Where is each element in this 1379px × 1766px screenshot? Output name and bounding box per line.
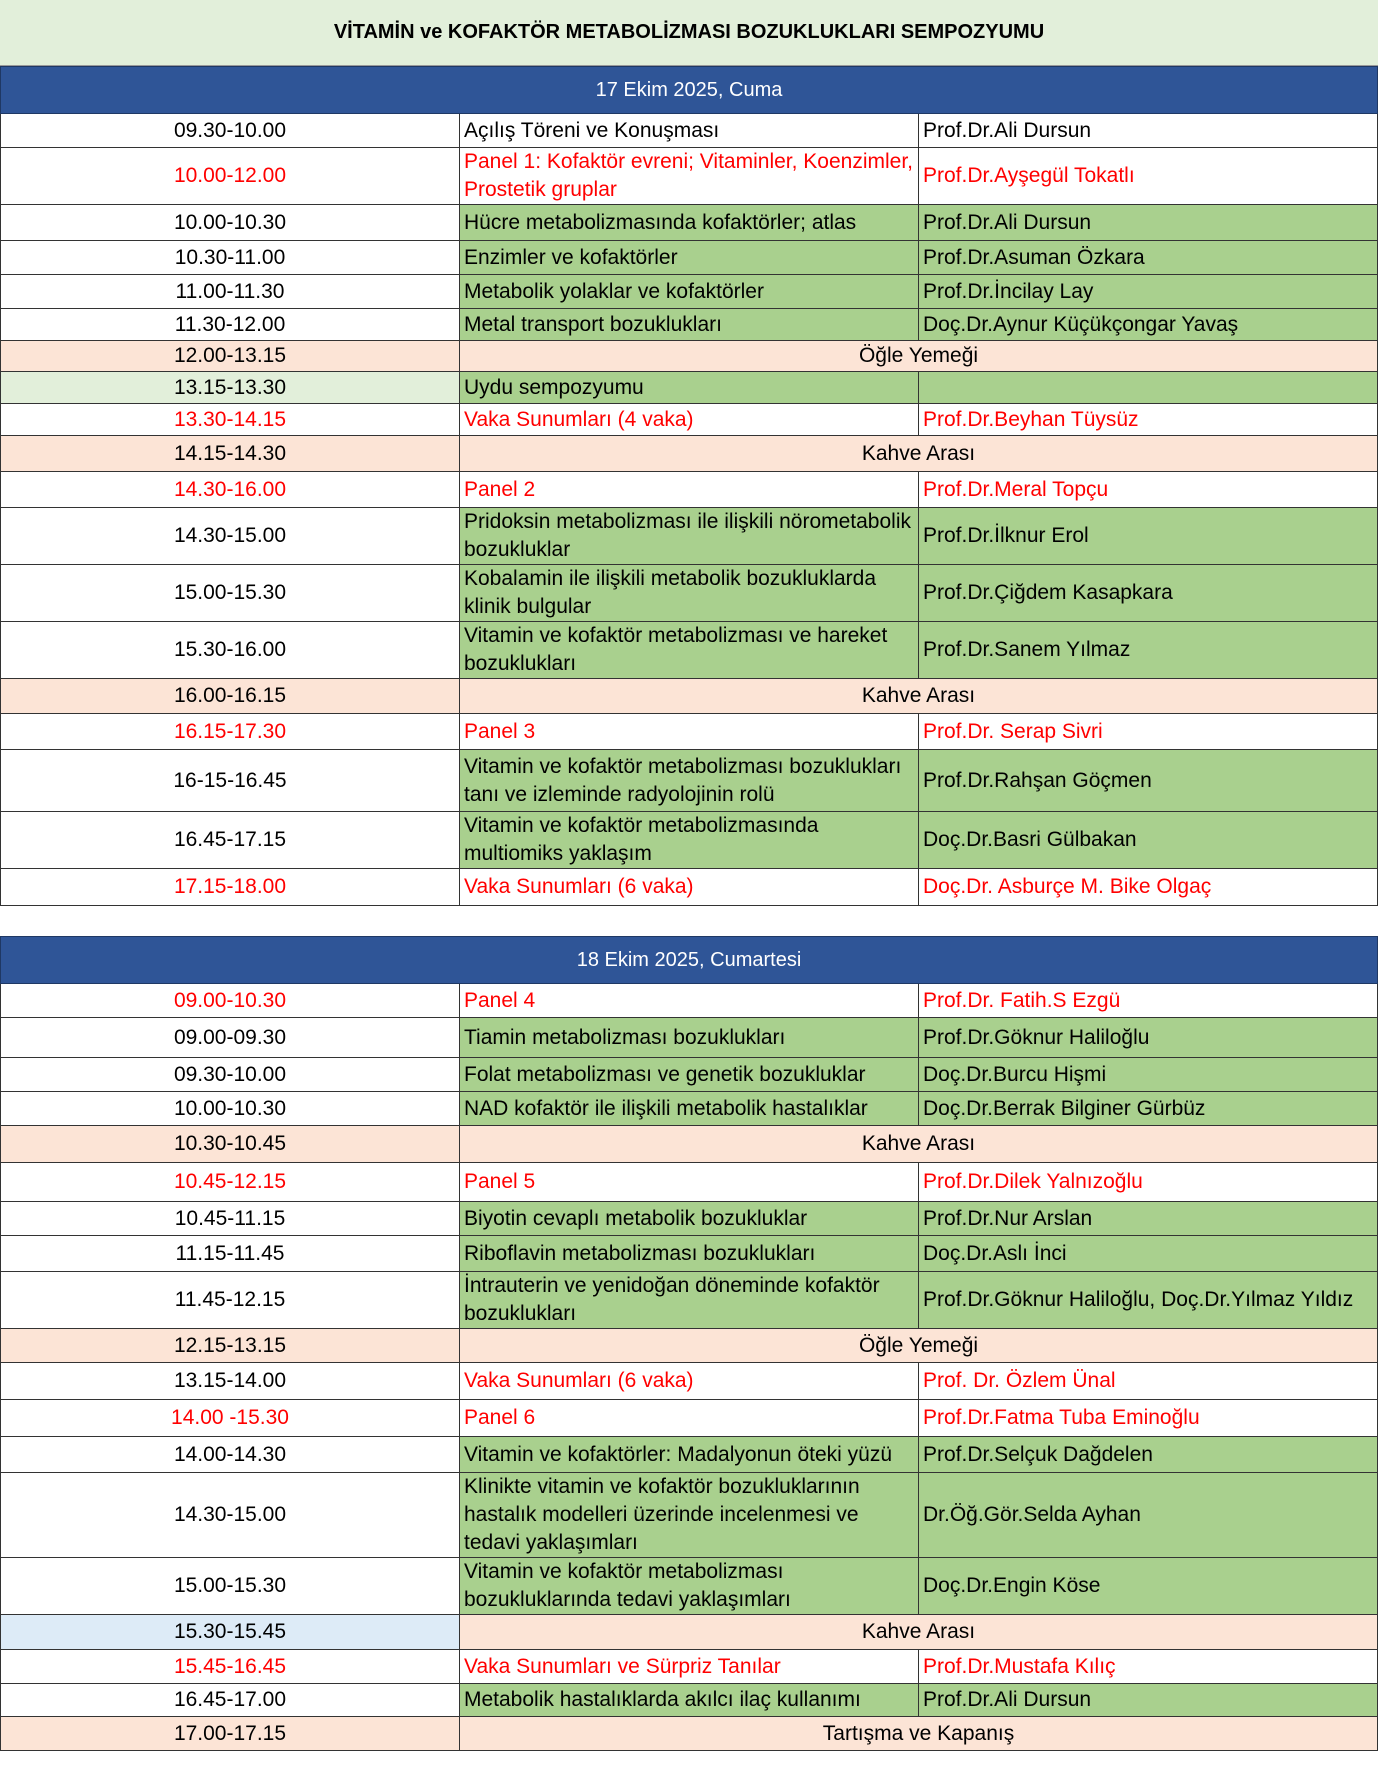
session-time: 12.15-13.15 xyxy=(1,1329,460,1363)
session-speaker: Prof. Dr. Özlem Ünal xyxy=(919,1363,1378,1400)
session-topic: Hücre metabolizmasında kofaktörler; atlas xyxy=(460,205,919,241)
session-speaker: Prof.Dr.Ayşegül Tokatlı xyxy=(919,148,1378,205)
session-speaker: Prof.Dr.Mustafa Kılıç xyxy=(919,1650,1378,1684)
session-time: 16.00-16.15 xyxy=(1,679,460,714)
session-time: 13.30-14.15 xyxy=(1,404,460,436)
session-time: 11.30-12.00 xyxy=(1,309,460,341)
session-topic: Panel 6 xyxy=(460,1400,919,1437)
session-row xyxy=(1,114,1378,148)
panel-row xyxy=(1,869,1378,906)
session-time: 15.30-16.00 xyxy=(1,622,460,679)
session-topic: Vitamin ve kofaktör metabolizmasında multiomiks yaklaşım xyxy=(460,812,919,869)
session-speaker: Prof.Dr.Dilek Yalnızoğlu xyxy=(919,1163,1378,1202)
session-speaker: Prof.Dr. Serap Sivri xyxy=(919,714,1378,750)
session-time: 15.00-15.30 xyxy=(1,565,460,622)
panel-row xyxy=(1,472,1378,508)
day-gap xyxy=(0,906,1379,936)
session-time: 16.45-17.15 xyxy=(1,812,460,869)
session-row xyxy=(1,1437,1378,1473)
day-schedule-table xyxy=(0,66,1378,906)
session-time: 10.30-11.00 xyxy=(1,241,460,275)
session-speaker: Prof.Dr.Göknur Haliloğlu xyxy=(919,1018,1378,1058)
symposium-title: VİTAMİN ve KOFAKTÖR METABOLİZMASI BOZUKLUKLARI SEMPOZYUMU xyxy=(0,0,1378,66)
session-topic: Panel 4 xyxy=(460,984,919,1018)
break-row xyxy=(1,1615,1378,1650)
session-speaker: Prof.Dr.Selçuk Dağdelen xyxy=(919,1437,1378,1473)
session-time: 16.45-17.00 xyxy=(1,1684,460,1717)
session-time: 10.00-10.30 xyxy=(1,1092,460,1126)
session-time: 09.00-10.30 xyxy=(1,984,460,1018)
break-row xyxy=(1,1329,1378,1363)
session-topic: Metal transport bozuklukları xyxy=(460,309,919,341)
session-topic: Metabolik hastalıklarda akılcı ilaç kullanımı xyxy=(460,1684,919,1717)
session-topic: Açılış Töreni ve Konuşması xyxy=(460,114,919,148)
break-row xyxy=(1,436,1378,472)
session-time: 17.15-18.00 xyxy=(1,869,460,906)
session-topic: Vaka Sunumları (6 vaka) xyxy=(460,1363,919,1400)
session-topic: Vitamin ve kofaktör metabolizması bozukluklarında tedavi yaklaşımları xyxy=(460,1558,919,1615)
session-time: 10.00-12.00 xyxy=(1,148,460,205)
session-speaker: Prof.Dr.Rahşan Göçmen xyxy=(919,750,1378,812)
session-time: 15.00-15.30 xyxy=(1,1558,460,1615)
session-topic: Panel 2 xyxy=(460,472,919,508)
session-time: 09.30-10.00 xyxy=(1,114,460,148)
session-row xyxy=(1,1473,1378,1558)
session-speaker: Doç.Dr.Berrak Bilginer Gürbüz xyxy=(919,1092,1378,1126)
session-speaker: Dr.Öğ.Gör.Selda Ayhan xyxy=(919,1473,1378,1558)
session-time: 15.30-15.45 xyxy=(1,1615,460,1650)
session-time: 09.00-09.30 xyxy=(1,1018,460,1058)
session-topic: Biyotin cevaplı metabolik bozukluklar xyxy=(460,1202,919,1236)
session-speaker: Doç.Dr. Asburçe M. Bike Olgaç xyxy=(919,869,1378,906)
day-header-row xyxy=(1,937,1378,984)
session-speaker: Prof.Dr.İncilay Lay xyxy=(919,275,1378,309)
session-topic: Vitamin ve kofaktör metabolizması bozuklukları tanı ve izleminde radyolojinin rolü xyxy=(460,750,919,812)
session-time: 11.15-11.45 xyxy=(1,1236,460,1272)
session-time: 11.45-12.15 xyxy=(1,1272,460,1329)
session-row xyxy=(1,1236,1378,1272)
session-row xyxy=(1,508,1378,565)
break-row xyxy=(1,1126,1378,1163)
session-time: 10.45-11.15 xyxy=(1,1202,460,1236)
session-time: 17.00-17.15 xyxy=(1,1717,460,1751)
panel-row xyxy=(1,984,1378,1018)
session-row xyxy=(1,622,1378,679)
session-topic: Vaka Sunumları ve Sürpriz Tanılar xyxy=(460,1650,919,1684)
schedule-container xyxy=(0,66,1379,1751)
session-speaker: Prof.Dr.Ali Dursun xyxy=(919,1684,1378,1717)
session-topic: NAD kofaktör ile ilişkili metabolik hastalıklar xyxy=(460,1092,919,1126)
session-speaker: Prof.Dr.Sanem Yılmaz xyxy=(919,622,1378,679)
session-row xyxy=(1,372,1378,404)
session-row xyxy=(1,1558,1378,1615)
day-header: 17 Ekim 2025, Cuma xyxy=(1,67,1378,114)
session-speaker: Prof.Dr. Fatih.S Ezgü xyxy=(919,984,1378,1018)
session-row xyxy=(1,1363,1378,1400)
session-time: 11.00-11.30 xyxy=(1,275,460,309)
session-speaker: Prof.Dr.Ali Dursun xyxy=(919,205,1378,241)
session-row xyxy=(1,1058,1378,1092)
session-topic: Pridoksin metabolizması ile ilişkili nörometabolik bozukluklar xyxy=(460,508,919,565)
day-schedule-table xyxy=(0,936,1378,1751)
session-time: 16.15-17.30 xyxy=(1,714,460,750)
session-speaker: Doç.Dr.Burcu Hişmi xyxy=(919,1058,1378,1092)
session-topic: Vitamin ve kofaktörler: Madalyonun öteki yüzü xyxy=(460,1437,919,1473)
session-speaker: Prof.Dr.Asuman Özkara xyxy=(919,241,1378,275)
session-speaker: Doç.Dr.Aslı İnci xyxy=(919,1236,1378,1272)
session-speaker: Prof.Dr.Fatma Tuba Eminoğlu xyxy=(919,1400,1378,1437)
session-time: 10.00-10.30 xyxy=(1,205,460,241)
session-topic: Folat metabolizması ve genetik bozukluklar xyxy=(460,1058,919,1092)
session-topic: İntrauterin ve yenidoğan döneminde kofaktör bozuklukları xyxy=(460,1272,919,1329)
session-time: 14.30-15.00 xyxy=(1,1473,460,1558)
session-topic: Vitamin ve kofaktör metabolizması ve hareket bozuklukları xyxy=(460,622,919,679)
session-topic: Klinikte vitamin ve kofaktör bozukluklarının hastalık modelleri üzerinde incelenmesi ve tedavi yaklaşımları xyxy=(460,1473,919,1558)
session-time: 14.30-16.00 xyxy=(1,472,460,508)
session-time: 12.00-13.15 xyxy=(1,341,460,372)
session-time: 14.30-15.00 xyxy=(1,508,460,565)
session-speaker: Doç.Dr.Aynur Küçükçongar Yavaş xyxy=(919,309,1378,341)
session-speaker: Prof.Dr.Göknur Haliloğlu, Doç.Dr.Yılmaz Yıldız xyxy=(919,1272,1378,1329)
session-row xyxy=(1,812,1378,869)
panel-row xyxy=(1,714,1378,750)
session-time: 14.00 -15.30 xyxy=(1,1400,460,1437)
session-speaker: Prof.Dr.Nur Arslan xyxy=(919,1202,1378,1236)
break-label: Kahve Arası xyxy=(460,436,1378,472)
panel-row xyxy=(1,148,1378,205)
session-speaker: Prof.Dr.İlknur Erol xyxy=(919,508,1378,565)
break-label: Kahve Arası xyxy=(460,679,1378,714)
session-time: 09.30-10.00 xyxy=(1,1058,460,1092)
session-topic: Vaka Sunumları (6 vaka) xyxy=(460,869,919,906)
session-speaker: Prof.Dr.Çiğdem Kasapkara xyxy=(919,565,1378,622)
break-label: Tartışma ve Kapanış xyxy=(460,1717,1378,1751)
session-row xyxy=(1,275,1378,309)
session-topic: Tiamin metabolizması bozuklukları xyxy=(460,1018,919,1058)
session-topic: Panel 1: Kofaktör evreni; Vitaminler, Koenzimler, Prostetik gruplar xyxy=(460,148,919,205)
panel-row xyxy=(1,404,1378,436)
session-row xyxy=(1,309,1378,341)
session-time: 10.45-12.15 xyxy=(1,1163,460,1202)
session-row xyxy=(1,750,1378,812)
session-speaker: Doç.Dr.Engin Köse xyxy=(919,1558,1378,1615)
panel-row xyxy=(1,1163,1378,1202)
session-row xyxy=(1,241,1378,275)
session-row xyxy=(1,565,1378,622)
session-speaker: Prof.Dr.Beyhan Tüysüz xyxy=(919,404,1378,436)
break-label: Kahve Arası xyxy=(460,1615,1378,1650)
session-topic: Panel 3 xyxy=(460,714,919,750)
day-header-row xyxy=(1,67,1378,114)
session-topic: Enzimler ve kofaktörler xyxy=(460,241,919,275)
session-topic: Riboflavin metabolizması bozuklukları xyxy=(460,1236,919,1272)
session-row xyxy=(1,1018,1378,1058)
session-row xyxy=(1,1272,1378,1329)
break-row xyxy=(1,1717,1378,1751)
session-speaker: Prof.Dr.Ali Dursun xyxy=(919,114,1378,148)
session-time: 13.15-13.30 xyxy=(1,372,460,404)
session-topic: Vaka Sunumları (4 vaka) xyxy=(460,404,919,436)
session-row xyxy=(1,1092,1378,1126)
session-topic: Kobalamin ile ilişkili metabolik bozukluklarda klinik bulgular xyxy=(460,565,919,622)
session-row xyxy=(1,1684,1378,1717)
session-speaker: Prof.Dr.Meral Topçu xyxy=(919,472,1378,508)
break-label: Öğle Yemeği xyxy=(460,341,1378,372)
session-time: 15.45-16.45 xyxy=(1,1650,460,1684)
session-row xyxy=(1,205,1378,241)
session-topic: Metabolik yolaklar ve kofaktörler xyxy=(460,275,919,309)
panel-row xyxy=(1,1650,1378,1684)
session-time: 14.15-14.30 xyxy=(1,436,460,472)
break-label: Öğle Yemeği xyxy=(460,1329,1378,1363)
break-row xyxy=(1,679,1378,714)
panel-row xyxy=(1,1400,1378,1437)
break-row xyxy=(1,341,1378,372)
day-header: 18 Ekim 2025, Cumartesi xyxy=(1,937,1378,984)
session-time: 16-15-16.45 xyxy=(1,750,460,812)
session-time: 13.15-14.00 xyxy=(1,1363,460,1400)
session-row xyxy=(1,1202,1378,1236)
session-time: 14.00-14.30 xyxy=(1,1437,460,1473)
break-label: Kahve Arası xyxy=(460,1126,1378,1163)
session-topic: Panel 5 xyxy=(460,1163,919,1202)
session-speaker: Doç.Dr.Basri Gülbakan xyxy=(919,812,1378,869)
session-speaker xyxy=(919,372,1378,404)
session-time: 10.30-10.45 xyxy=(1,1126,460,1163)
session-topic: Uydu sempozyumu xyxy=(460,372,919,404)
